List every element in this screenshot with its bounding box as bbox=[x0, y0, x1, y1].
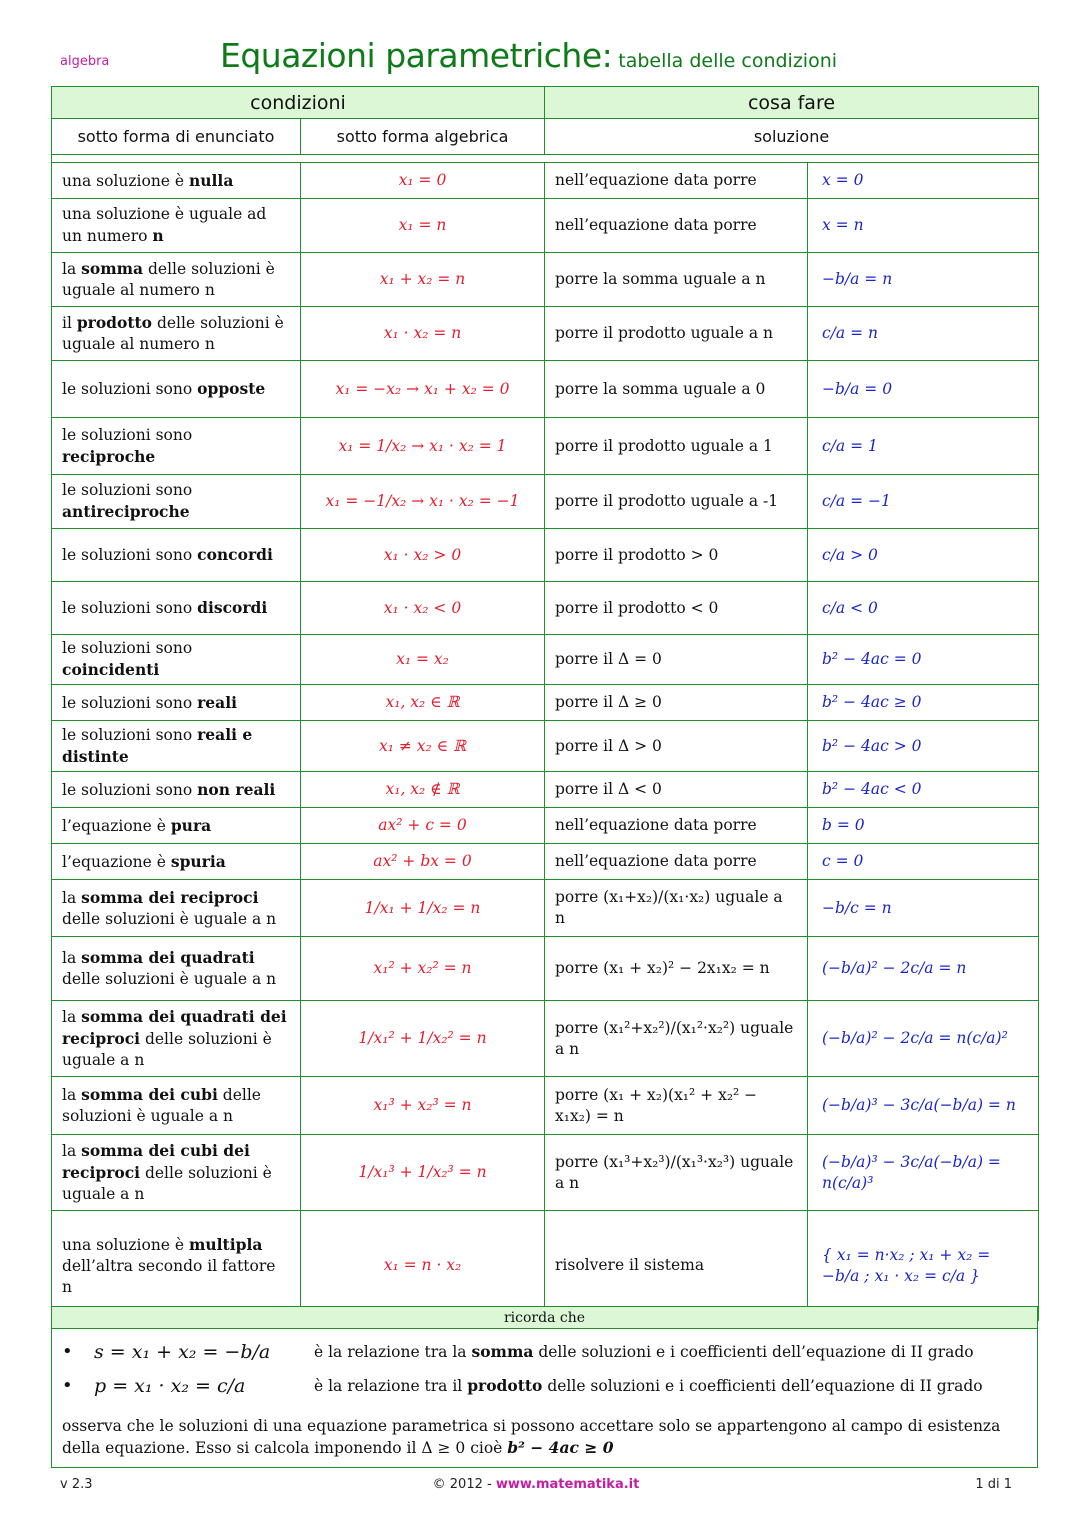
table-row bbox=[52, 582, 1039, 635]
group-header-conditions: condizioni bbox=[52, 87, 545, 119]
algebraic-cell: x₁³ + x₂³ = n bbox=[301, 1077, 545, 1135]
algebraic-cell: 1/x₁ + 1/x₂ = n bbox=[301, 880, 545, 937]
table-row bbox=[52, 844, 1039, 880]
table-row bbox=[52, 253, 1039, 307]
table-row bbox=[52, 163, 1039, 199]
solution-cell: b² − 4ac > 0 bbox=[808, 721, 1039, 772]
algebraic-cell: x₁ · x₂ = n bbox=[301, 307, 545, 361]
algebraic-cell: x₁ + x₂ = n bbox=[301, 253, 545, 307]
table-row bbox=[52, 635, 1039, 685]
solution-cell: x = n bbox=[808, 199, 1039, 253]
recall-title: ricorda che bbox=[52, 1307, 1037, 1329]
bullet-icon: • bbox=[62, 1375, 73, 1396]
solution-cell: c/a > 0 bbox=[808, 529, 1039, 582]
statement-cell: le soluzioni sono reali e distinte bbox=[52, 721, 301, 772]
solution-cell: (−b/a)² − 2c/a = n(c/a)² bbox=[808, 1001, 1039, 1077]
action-cell: porre la somma uguale a 0 bbox=[545, 361, 808, 418]
statement-cell: la somma dei quadrati dei reciproci delle soluzioni è uguale a n bbox=[52, 1001, 301, 1077]
discriminant-formula: b² − 4ac ≥ 0 bbox=[507, 1438, 614, 1457]
statement-cell: una soluzione è nulla bbox=[52, 163, 301, 199]
column-header-algebraic: sotto forma algebrica bbox=[301, 119, 545, 155]
statement-cell: l’equazione è spuria bbox=[52, 844, 301, 880]
solution-cell: b² − 4ac = 0 bbox=[808, 635, 1039, 685]
page-header bbox=[60, 36, 1040, 80]
action-cell: porre il prodotto uguale a -1 bbox=[545, 475, 808, 529]
table-row bbox=[52, 808, 1039, 844]
conditions-body bbox=[52, 163, 1039, 1321]
solution-cell: c/a = 1 bbox=[808, 418, 1039, 475]
solution-cell: b = 0 bbox=[808, 808, 1039, 844]
solution-cell: c/a = n bbox=[808, 307, 1039, 361]
solution-cell: (−b/a)³ − 3c/a(−b/a) = n(c/a)³ bbox=[808, 1135, 1039, 1211]
solution-cell: (−b/a)³ − 3c/a(−b/a) = n bbox=[808, 1077, 1039, 1135]
statement-cell: la somma dei cubi dei reciproci delle soluzioni è uguale a n bbox=[52, 1135, 301, 1211]
table-row bbox=[52, 685, 1039, 721]
solution-cell: x = 0 bbox=[808, 163, 1039, 199]
title-subtitle: tabella delle condizioni bbox=[618, 50, 838, 72]
statement-cell: la somma dei cubi delle soluzioni è uguale a n bbox=[52, 1077, 301, 1135]
solution-cell: −b/c = n bbox=[808, 880, 1039, 937]
table-row bbox=[52, 772, 1039, 808]
action-cell: porre (x₁ + x₂)² − 2x₁x₂ = n bbox=[545, 937, 808, 1001]
action-cell: porre il prodotto uguale a 1 bbox=[545, 418, 808, 475]
algebraic-cell: x₁, x₂ ∈ ℝ bbox=[301, 685, 545, 721]
group-header-what-to-do: cosa fare bbox=[545, 87, 1039, 119]
table-row bbox=[52, 721, 1039, 772]
algebraic-cell: x₁ · x₂ > 0 bbox=[301, 529, 545, 582]
algebraic-cell: x₁ = n · x₂ bbox=[301, 1211, 545, 1321]
bullet-icon: • bbox=[62, 1341, 73, 1362]
algebraic-cell: x₁ = n bbox=[301, 199, 545, 253]
copyright: © 2012 - www.matematika.it bbox=[432, 1477, 640, 1492]
statement-cell: le soluzioni sono reali bbox=[52, 685, 301, 721]
statement-cell: le soluzioni sono reciproche bbox=[52, 418, 301, 475]
action-cell: nell’equazione data porre bbox=[545, 844, 808, 880]
solution-cell: c/a < 0 bbox=[808, 582, 1039, 635]
table-row bbox=[52, 529, 1039, 582]
conditions-table bbox=[51, 86, 1039, 1321]
table-row bbox=[52, 361, 1039, 418]
action-cell: nell’equazione data porre bbox=[545, 808, 808, 844]
action-cell: porre (x₁³+x₂³)/(x₁³·x₂³) uguale a n bbox=[545, 1135, 808, 1211]
algebraic-cell: 1/x₁² + 1/x₂² = n bbox=[301, 1001, 545, 1077]
solution-cell: (−b/a)² − 2c/a = n bbox=[808, 937, 1039, 1001]
table-row bbox=[52, 1211, 1039, 1321]
statement-cell: le soluzioni sono discordi bbox=[52, 582, 301, 635]
recall-item-sum bbox=[62, 1335, 1027, 1369]
statement-cell: le soluzioni sono concordi bbox=[52, 529, 301, 582]
product-formula: p = x₁ · x₂ = c/a bbox=[94, 1375, 246, 1397]
action-cell: porre il prodotto uguale a n bbox=[545, 307, 808, 361]
subject-label: algebra bbox=[60, 54, 110, 69]
table-row bbox=[52, 418, 1039, 475]
action-cell: porre (x₁ + x₂)(x₁² + x₂² − x₁x₂) = n bbox=[545, 1077, 808, 1135]
site-link[interactable]: www.matematika.it bbox=[495, 1477, 640, 1492]
table-row bbox=[52, 880, 1039, 937]
solution-cell: −b/a = n bbox=[808, 253, 1039, 307]
product-text: è la relazione tra il prodotto delle soluzioni e i coefficienti dell’equazione di II grado bbox=[314, 1376, 983, 1395]
action-cell: porre il prodotto < 0 bbox=[545, 582, 808, 635]
statement-cell: una soluzione è multipla dell’altra secondo il fattore n bbox=[52, 1211, 301, 1321]
solution-cell: { x₁ = n·x₂ ; x₁ + x₂ = −b/a ; x₁ · x₂ = c/a } bbox=[808, 1211, 1039, 1321]
statement-cell: le soluzioni sono opposte bbox=[52, 361, 301, 418]
statement-cell: la somma dei quadrati delle soluzioni è uguale a n bbox=[52, 937, 301, 1001]
column-header-statement: sotto forma di enunciato bbox=[52, 119, 301, 155]
statement-cell: il prodotto delle soluzioni è uguale al numero n bbox=[52, 307, 301, 361]
action-cell: porre il Δ ≥ 0 bbox=[545, 685, 808, 721]
table-row bbox=[52, 199, 1039, 253]
statement-cell: una soluzione è uguale ad un numero n bbox=[52, 199, 301, 253]
algebraic-cell: ax² + c = 0 bbox=[301, 808, 545, 844]
algebraic-cell: 1/x₁³ + 1/x₂³ = n bbox=[301, 1135, 545, 1211]
page-footer bbox=[60, 1477, 1012, 1497]
action-cell: porre il Δ < 0 bbox=[545, 772, 808, 808]
algebraic-cell: x₁² + x₂² = n bbox=[301, 937, 545, 1001]
recall-note: osserva che le soluzioni di una equazione parametrica si possono accettare solo se appartengono al campo di esistenza della equazione. Esso si calcola imponendo il Δ ≥ 0 cioè b² − 4ac ≥ 0 bbox=[62, 1417, 1001, 1457]
action-cell: nell’equazione data porre bbox=[545, 199, 808, 253]
statement-cell: le soluzioni sono coincidenti bbox=[52, 635, 301, 685]
header-spacer bbox=[52, 155, 1039, 163]
statement-cell: la somma dei reciproci delle soluzioni è uguale a n bbox=[52, 880, 301, 937]
algebraic-cell: x₁, x₂ ∉ ℝ bbox=[301, 772, 545, 808]
table-row bbox=[52, 475, 1039, 529]
table-row bbox=[52, 1135, 1039, 1211]
statement-cell: le soluzioni sono non reali bbox=[52, 772, 301, 808]
table-row bbox=[52, 307, 1039, 361]
action-cell: porre la somma uguale a n bbox=[545, 253, 808, 307]
action-cell: porre il prodotto > 0 bbox=[545, 529, 808, 582]
algebraic-cell: x₁ = 0 bbox=[301, 163, 545, 199]
algebraic-cell: x₁ = −x₂ → x₁ + x₂ = 0 bbox=[301, 361, 545, 418]
action-cell: porre (x₁+x₂)/(x₁·x₂) uguale a n bbox=[545, 880, 808, 937]
action-cell: porre il Δ > 0 bbox=[545, 721, 808, 772]
statement-cell: le soluzioni sono antireciproche bbox=[52, 475, 301, 529]
algebraic-cell: x₁ = x₂ bbox=[301, 635, 545, 685]
solution-cell: b² − 4ac < 0 bbox=[808, 772, 1039, 808]
solution-cell: b² − 4ac ≥ 0 bbox=[808, 685, 1039, 721]
statement-cell: l’equazione è pura bbox=[52, 808, 301, 844]
algebraic-cell: x₁ · x₂ < 0 bbox=[301, 582, 545, 635]
solution-cell: c = 0 bbox=[808, 844, 1039, 880]
sum-text: è la relazione tra la somma delle soluzioni e i coefficienti dell’equazione di II grado bbox=[314, 1342, 974, 1361]
table-row bbox=[52, 937, 1039, 1001]
version-label: v 2.3 bbox=[60, 1477, 93, 1492]
table-row bbox=[52, 1001, 1039, 1077]
statement-cell: la somma delle soluzioni è uguale al numero n bbox=[52, 253, 301, 307]
solution-cell: c/a = −1 bbox=[808, 475, 1039, 529]
algebraic-cell: x₁ = 1/x₂ → x₁ · x₂ = 1 bbox=[301, 418, 545, 475]
algebraic-cell: ax² + bx = 0 bbox=[301, 844, 545, 880]
algebraic-cell: x₁ ≠ x₂ ∈ ℝ bbox=[301, 721, 545, 772]
action-cell: risolvere il sistema bbox=[545, 1211, 808, 1321]
sum-formula: s = x₁ + x₂ = −b/a bbox=[94, 1341, 271, 1363]
table-row bbox=[52, 1077, 1039, 1135]
title-main: Equazioni parametriche: bbox=[220, 36, 613, 75]
page-number: 1 di 1 bbox=[975, 1477, 1012, 1492]
action-cell: porre il Δ = 0 bbox=[545, 635, 808, 685]
action-cell: porre (x₁²+x₂²)/(x₁²·x₂²) uguale a n bbox=[545, 1001, 808, 1077]
page-title bbox=[220, 36, 837, 75]
action-cell: nell’equazione data porre bbox=[545, 163, 808, 199]
recall-item-product bbox=[62, 1369, 1027, 1403]
recall-box bbox=[51, 1306, 1038, 1468]
solution-cell: −b/a = 0 bbox=[808, 361, 1039, 418]
algebraic-cell: x₁ = −1/x₂ → x₁ · x₂ = −1 bbox=[301, 475, 545, 529]
column-header-solution: soluzione bbox=[545, 119, 1039, 155]
